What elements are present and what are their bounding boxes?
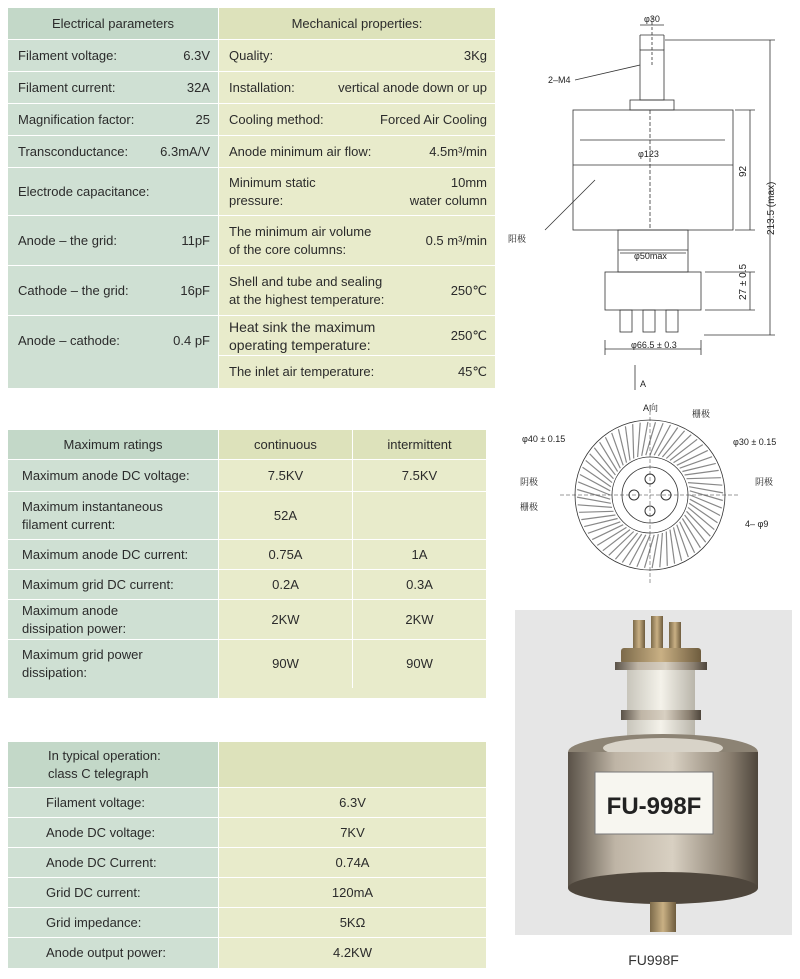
radiator-fin (612, 433, 624, 465)
typical-row (8, 878, 486, 908)
radiator-fin (666, 532, 667, 566)
radiator-fin (584, 519, 617, 527)
table-typical-operation (8, 742, 486, 968)
radiator-fin (638, 423, 641, 457)
typical-label: Anode DC Current: (8, 848, 219, 877)
electrical-row (8, 104, 219, 136)
electrical-row (8, 136, 219, 168)
electrical-value: 0.4 pF (173, 333, 210, 348)
mechanical-row (219, 356, 495, 388)
mechanical-label: Quality: (229, 47, 274, 63)
dim-92: 92 (738, 165, 749, 177)
photo-label: FU-998F (606, 793, 702, 820)
mechanical-label: The minimum air volume of the core columns: (229, 223, 372, 257)
header-maximum-ratings: Maximum ratings (8, 430, 219, 459)
typical-label: Anode output power: (8, 938, 219, 968)
electrical-label: Cathode – the grid: (18, 282, 129, 298)
mechanical-value: 250℃ (450, 282, 487, 298)
label-anode: 阳极 (508, 234, 527, 244)
radiator-fin (579, 511, 613, 512)
radiator-fin (581, 515, 615, 520)
ratings-intermittent: 1A (411, 546, 428, 562)
radiator-fin (618, 429, 626, 462)
ratings-continuous: 0.75A (219, 540, 353, 569)
mechanical-label: Installation: (229, 79, 295, 95)
electrical-row (8, 168, 219, 216)
ratings-row (8, 460, 486, 492)
radiator-fin (682, 463, 715, 471)
ratings-row (8, 540, 486, 570)
dim-total: 213.5 (max) (766, 181, 777, 235)
electrical-row (8, 72, 219, 104)
view-label: A向 (643, 403, 659, 413)
typical-row (8, 938, 486, 968)
mechanical-value: 250℃ (450, 327, 487, 343)
radiator-fin (660, 533, 663, 567)
typical-row (8, 788, 486, 818)
ratings-intermittent: 2KW (405, 611, 434, 627)
mechanical-value: 4.5m³/min (429, 143, 487, 159)
radiator-fin (688, 483, 722, 486)
ratings-continuous: 7.5KV (219, 460, 353, 491)
ratings-label: Maximum instantaneous filament current: (8, 492, 219, 539)
header-typical-operation: In typical operation: class C telegraph (8, 742, 219, 787)
ratings-label: Maximum anode dissipation power: (8, 600, 219, 639)
dim-holes: 4– φ9 (745, 519, 769, 529)
label-grid-top: 栅极 (692, 409, 711, 419)
typical-label: Anode DC voltage: (8, 818, 219, 847)
ratings-intermittent (353, 492, 486, 539)
radiator-fin (685, 470, 719, 475)
dim-base: φ66.5 ± 0.3 (631, 340, 677, 350)
header-mechanical: Mechanical properties: (219, 8, 495, 39)
radiator-fin (670, 530, 675, 564)
electrical-value (138, 168, 218, 215)
typical-value: 120mA (331, 884, 374, 900)
mechanical-row (219, 216, 495, 266)
electrical-label: Filament voltage: (18, 47, 117, 63)
mechanical-label: Shell and tube and sealing at the highest temperature: (229, 273, 385, 307)
ratings-intermittent: 90W (406, 656, 433, 671)
typical-row (8, 818, 486, 848)
ratings-label: Maximum anode DC current: (8, 540, 219, 569)
typical-value: 6.3V (339, 794, 366, 810)
mechanical-value: 45℃ (457, 364, 487, 379)
radiator-fin (578, 505, 612, 508)
radiator-fin (674, 527, 682, 560)
table-electrical-mechanical (8, 8, 495, 388)
ratings-continuous: 90W (219, 640, 353, 688)
mechanical-row (219, 316, 495, 356)
mechanical-row (219, 40, 495, 72)
ratings-label: Maximum grid DC current: (8, 570, 219, 599)
label-grid-left: 栅极 (520, 502, 539, 512)
mechanical-label: Cooling method: (229, 111, 324, 127)
mechanical-value: 0.5 m³/min (425, 232, 487, 248)
header-electrical: Electrical parameters (8, 8, 219, 39)
mechanical-label: Heat sink the maximum operating temperature: (229, 318, 376, 353)
arrow-a: A (640, 379, 647, 389)
ratings-intermittent: 0.3A (406, 576, 433, 592)
radiator-fin (625, 426, 630, 460)
electrical-value: 16pF (180, 282, 210, 298)
radiator-fin (687, 478, 721, 479)
electrical-row (8, 316, 219, 366)
dim-neck: φ50max (634, 251, 667, 261)
ratings-label: Maximum anode DC voltage: (8, 460, 219, 491)
mechanical-value: 10mm water column (409, 174, 487, 208)
dim-neck-height: 27 ± 0.5 (738, 263, 749, 300)
dim-left: φ40 ± 0.15 (522, 434, 566, 444)
ratings-continuous: 2KW (219, 600, 353, 639)
electrical-label: Filament current: (18, 79, 116, 95)
ratings-row (8, 492, 486, 540)
header-continuous: continuous (219, 430, 353, 459)
electrical-value: 32A (186, 79, 210, 95)
typical-row (8, 848, 486, 878)
electrical-row (8, 40, 219, 72)
electrical-value: 25 (195, 111, 210, 127)
mechanical-row (219, 168, 495, 216)
mechanical-label: Anode minimum air flow: (229, 143, 372, 159)
electrical-value: 6.3V (183, 47, 210, 63)
typical-value: 5KΩ (339, 914, 366, 930)
mechanical-label: Minimum static pressure: (229, 174, 316, 208)
mechanical-row (219, 266, 495, 316)
table-maximum-ratings (8, 430, 486, 698)
mechanical-value: Forced Air Cooling (380, 111, 487, 127)
ratings-row (8, 640, 486, 688)
ratings-row (8, 570, 486, 600)
tube-photo (515, 610, 792, 935)
radiator-fin (588, 522, 620, 534)
ratings-continuous: 52A (219, 492, 353, 539)
ratings-label: Maximum grid power dissipation: (8, 640, 219, 688)
label-cathode-left: 阴极 (520, 477, 539, 487)
mechanical-value: vertical anode down or up (338, 79, 487, 95)
radiator-fin (633, 424, 634, 458)
dim-right: φ30 ± 0.15 (733, 437, 777, 447)
electrical-value: 6.3mA/V (160, 143, 210, 159)
mechanical-row (219, 72, 495, 104)
ratings-row (8, 600, 486, 640)
typical-label: Filament voltage: (8, 788, 219, 817)
ratings-continuous: 0.2A (219, 570, 353, 599)
electrical-label: Magnification factor: (18, 111, 135, 127)
electrical-label: Electrode capacitance: (18, 183, 150, 199)
electrical-row (8, 266, 219, 316)
ratings-intermittent: 7.5KV (401, 467, 438, 483)
radiator-fin (680, 457, 712, 469)
typical-label: Grid impedance: (8, 908, 219, 937)
typical-value: 4.2KW (332, 945, 372, 960)
radiator-fin (677, 525, 689, 557)
electrical-value: 11pF (181, 232, 210, 248)
mechanical-label: The inlet air temperature: (229, 364, 375, 379)
dim-top: φ30 (644, 14, 660, 24)
electrical-label: Anode – cathode: (18, 333, 120, 348)
mechanical-row (219, 136, 495, 168)
electrical-row (8, 216, 219, 266)
dim-thread: 2–M4 (548, 75, 571, 85)
dim-body: φ123 (638, 149, 659, 159)
mechanical-value: 3Kg (463, 47, 487, 63)
typical-value: 7KV (340, 824, 365, 840)
label-cathode-right: 阴极 (755, 477, 774, 487)
electrical-label: Anode – the grid: (18, 232, 118, 248)
bottom-view (560, 405, 740, 585)
mechanical-row (219, 104, 495, 136)
typical-value: 0.74A (335, 854, 370, 870)
typical-label: Grid DC current: (8, 878, 219, 907)
photo-caption: FU998F (628, 952, 679, 968)
technical-drawing (500, 5, 798, 600)
electrical-label: Transconductance: (18, 143, 129, 159)
typical-row (8, 908, 486, 938)
header-intermittent: intermittent (353, 430, 486, 459)
